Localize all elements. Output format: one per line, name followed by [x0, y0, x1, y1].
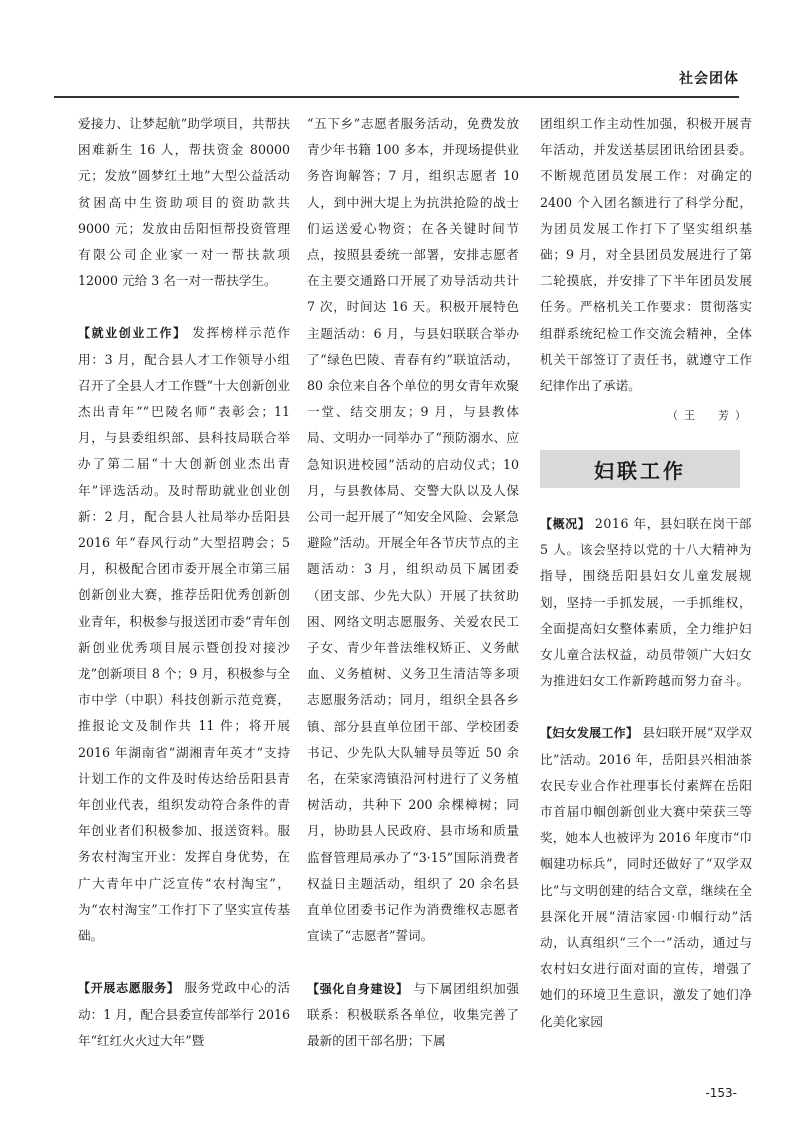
paragraph-body: 2016 年，县妇联在岗干部 5 人。该会坚持以党的十八大精神为指导，围绕岳阳县妇女儿童发展规划，坚持一手抓发展，一手抓维权，全面提高妇女整体素质，全力维护妇女儿童合法权益，动员带领广大妇女为推进妇女工作新跨越而努力奋斗。	[540, 516, 752, 689]
paragraph-body: 发挥榜样示范作用：3 月，配合县人才工作领导小组召开了全县人才工作暨“十大创新创业杰出青年”“巴陵名师”表彰会；11 月，与县委组织部、县科技局联合举办了第二届“十大创新创业杰出青年”评选活动。及时帮助就业创业创新：2 月，配合县人社局举办岳阳县 2016 年“春风行动”大型招聘会；5 月，积极配合团市委开展全市第三届创新创业大赛，推荐岳阳优秀创新创业青年，积极参与报送团市委“青年创新创业优秀项目展示暨创投对接沙龙”创新项目 8 个；9 月，积极参与全市中学（中职）科技创新示范竞赛，推报论文及制作共 11 件；将开展 2016 年湖南省“湖湘青年英才”支持计划工作的文件及时传达给岳阳县青年创业代表，组织发动符合条件的青年创业者们积极参加、报送资料。服务农村淘宝开业：发挥自身优势，在广大青年中广泛宣传“农村淘宝”，为“农村淘宝”工作打下了坚实宣传基础。	[78, 325, 290, 944]
paragraph: “五下乡”志愿者服务活动，免费发放青少年书籍 100 多本，并现场提供业务咨询解答；7 月，组织志愿者 10 人，到中洲大堤上为抗洪抢险的战士们运送爱心物资；在各关键时间节点，按照县委统一部署，安排志愿者在主要交通路口开展了劝导活动共计 7 次，时间达 16 天。积极开展特色主题活动：6 月，与县妇联联合举办了“绿色巴陵、青春有约”联谊活动，80 余位来自各个单位的男女青年欢聚一堂、结交朋友；9 月，与县教体局、文明办一同举办了“预防溺水、应急知识进校园”活动的启动仪式；10 月，与县教体局、交警大队以及人保公司一起开展了“知安全风险、会紧急避险”活动。开展全年各节庆节点的主题活动：3 月，组织动员下属团委（团支部、少先大队）开展了扶贫助困、网络文明志愿服务、关爱农民工子女、青少年普法维权矫正、义务献血、义务植树、义务卫生清洁等多项志愿服务活动；同月，组织全县各乡镇、部分县直单位团干部、学校团委书记、少先队大队辅导员等近 50 余名，在荣家湾镇沿河村进行了义务植树活动，共种下 200 余棵樟树；同月，协助县人民政府、县市场和质量监督管理局承办了“3·15”国际消费者权益日主题活动，组织了 20 余名县直单位团委书记作为消费维权志愿者宣读了“志愿者”誓词。	[307, 116, 519, 944]
paragraph-body: 服务党政中心的活动：1 月，配合县委宣传部举行 2016 年“红红火火过大年”暨	[78, 980, 291, 1048]
paragraph-heading: 【概况】	[540, 517, 591, 531]
paragraph: 团组织工作主动性加强，积极开展青年活动，并发送基层团讯给团县委。不断规范团员发展工作：对确定的 2400 个入团名额进行了科学分配，为团员发展工作打下了坚实组织基础；9 月，对全县团员发展进行了第二轮摸底，并安排了下半年团员发展任务。严格机关工作要求：贯彻落实组群系统纪检工作交流会精神，全体机关干部签订了责任书，就遵守工作纪律作出了承诺。	[540, 116, 752, 394]
column-3-lower	[540, 511, 752, 1035]
paragraph-body: 与下属团组织加强联系：积极联系各单位，收集完善了最新的团干部名册；下属	[307, 980, 520, 1048]
paragraph-heading: 【就业创业工作】	[78, 326, 187, 341]
column-2	[307, 111, 519, 1054]
column-1	[78, 111, 290, 1054]
paragraph	[540, 511, 752, 694]
section-title: 妇联工作	[540, 450, 740, 488]
paragraph-heading: 【开展志愿服务】	[78, 981, 180, 996]
paragraph	[78, 975, 290, 1054]
paragraph	[78, 320, 290, 949]
author-signature: （王 芳）	[667, 409, 752, 423]
paragraph-heading: 【强化自身建设】	[307, 981, 409, 996]
section-header: 社会团体	[679, 71, 739, 87]
column-3-upper	[540, 111, 752, 429]
page-number: -153-	[705, 1086, 737, 1100]
paragraph-body: 县妇联开展“双学双比”活动。2016 年，岳阳县兴相油茶农民专业合作社理事长付素辉在岳阳市首届巾帼创新创业大赛中荣获三等奖，她本人也被评为 2016 年度市“巾帼建功标兵”，同时还做好了“双学双比”与文明创建的结合文章，继续在全县深化开展“清洁家园·巾帼行动”活动，认真组织“三个一”活动，通过与农村妇女进行面对面的宣传，增强了她们的环境卫生意识，激发了她们净化美化家园	[540, 725, 752, 1029]
header-rule	[54, 96, 739, 98]
paragraph-heading: 【妇女发展工作】	[540, 726, 639, 741]
paragraph	[540, 720, 752, 1034]
paragraph	[307, 976, 519, 1055]
paragraph: 爱接力、让梦起航”助学项目，共帮扶困难新生 16 人，帮扶资金 80000 元；发放“圆梦红土地”大型公益活动贫困高中生资助项目的资助款共 9000 元；发放由岳阳恒帮投资管理有限公司企业家一对一帮扶款项 12000 元给 3 名一对一帮扶学生。	[78, 116, 290, 289]
